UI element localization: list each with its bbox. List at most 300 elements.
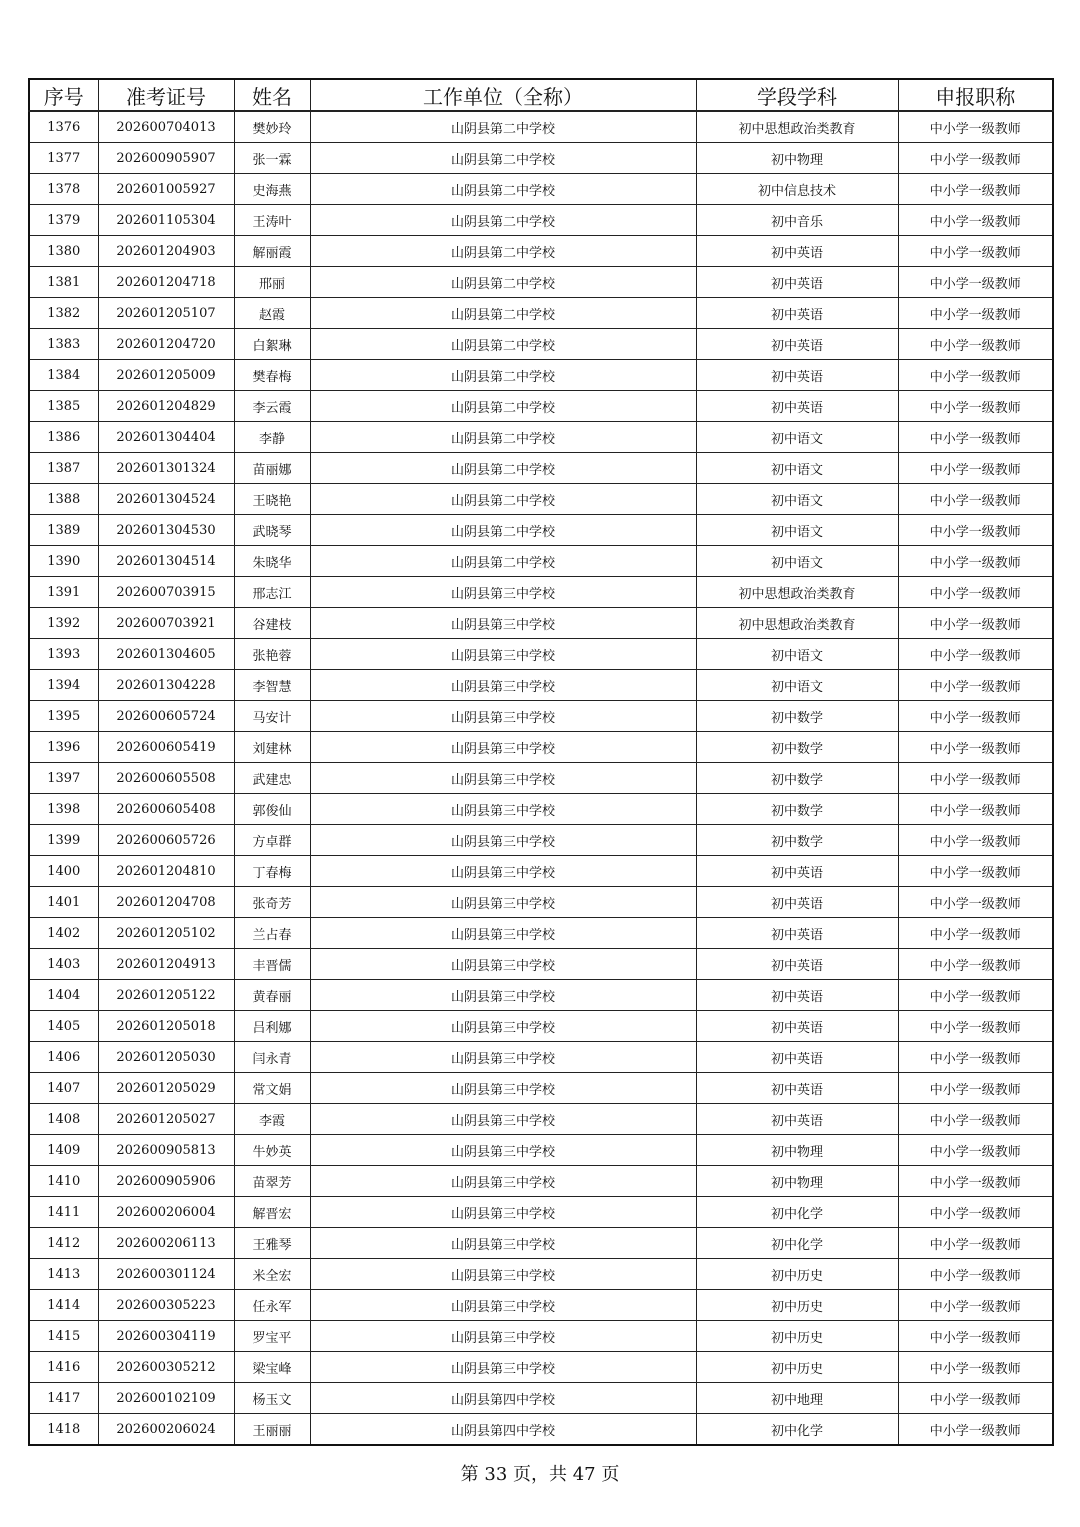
cell-workplace: 山阴县第三中学校 xyxy=(310,1321,696,1352)
cell-title: 中小学一级教师 xyxy=(898,949,1053,980)
cell-name: 解丽霞 xyxy=(234,236,310,267)
cell-serial: 1395 xyxy=(29,701,98,732)
table-row xyxy=(29,546,1053,577)
cell-name: 李霞 xyxy=(234,1104,310,1135)
cell-subject: 初中语文 xyxy=(696,453,898,484)
cell-exam-id: 202600305223 xyxy=(98,1290,234,1321)
cell-subject: 初中语文 xyxy=(696,484,898,515)
cell-exam-id: 202601204720 xyxy=(98,329,234,360)
cell-name: 马安计 xyxy=(234,701,310,732)
cell-subject: 初中思想政治类教育 xyxy=(696,577,898,608)
cell-subject: 初中英语 xyxy=(696,980,898,1011)
cell-title: 中小学一级教师 xyxy=(898,856,1053,887)
table-row xyxy=(29,1135,1053,1166)
cell-workplace: 山阴县第二中学校 xyxy=(310,205,696,236)
cell-title: 中小学一级教师 xyxy=(898,546,1053,577)
cell-subject: 初中数学 xyxy=(696,732,898,763)
cell-serial: 1384 xyxy=(29,360,98,391)
cell-title: 中小学一级教师 xyxy=(898,577,1053,608)
table-row xyxy=(29,111,1053,143)
cell-serial: 1383 xyxy=(29,329,98,360)
cell-title: 中小学一级教师 xyxy=(898,1290,1053,1321)
cell-workplace: 山阴县第三中学校 xyxy=(310,1228,696,1259)
cell-serial: 1399 xyxy=(29,825,98,856)
table-row xyxy=(29,608,1053,639)
cell-serial: 1400 xyxy=(29,856,98,887)
cell-subject: 初中数学 xyxy=(696,701,898,732)
table-row xyxy=(29,422,1053,453)
cell-title: 中小学一级教师 xyxy=(898,763,1053,794)
cell-name: 朱晓华 xyxy=(234,546,310,577)
cell-name: 米全宏 xyxy=(234,1259,310,1290)
cell-subject: 初中音乐 xyxy=(696,205,898,236)
cell-exam-id: 202601205030 xyxy=(98,1042,234,1073)
cell-exam-id: 202600605419 xyxy=(98,732,234,763)
cell-exam-id: 202600905906 xyxy=(98,1166,234,1197)
table-row xyxy=(29,453,1053,484)
cell-title: 中小学一级教师 xyxy=(898,825,1053,856)
cell-workplace: 山阴县第二中学校 xyxy=(310,422,696,453)
table-row xyxy=(29,143,1053,174)
cell-exam-id: 202600206004 xyxy=(98,1197,234,1228)
table-row xyxy=(29,701,1053,732)
cell-title: 中小学一级教师 xyxy=(898,1042,1053,1073)
cell-title: 中小学一级教师 xyxy=(898,1259,1053,1290)
cell-exam-id: 202600704013 xyxy=(98,111,234,143)
cell-title: 中小学一级教师 xyxy=(898,1321,1053,1352)
table-row xyxy=(29,360,1053,391)
table-row xyxy=(29,391,1053,422)
cell-subject: 初中地理 xyxy=(696,1383,898,1414)
cell-serial: 1418 xyxy=(29,1414,98,1446)
cell-name: 罗宝平 xyxy=(234,1321,310,1352)
cell-serial: 1411 xyxy=(29,1197,98,1228)
cell-serial: 1412 xyxy=(29,1228,98,1259)
cell-title: 中小学一级教师 xyxy=(898,1166,1053,1197)
cell-exam-id: 202601204903 xyxy=(98,236,234,267)
cell-name: 解晋宏 xyxy=(234,1197,310,1228)
cell-serial: 1378 xyxy=(29,174,98,205)
cell-subject: 初中英语 xyxy=(696,298,898,329)
cell-title: 中小学一级教师 xyxy=(898,794,1053,825)
cell-title: 中小学一级教师 xyxy=(898,918,1053,949)
cell-title: 中小学一级教师 xyxy=(898,1352,1053,1383)
cell-workplace: 山阴县第二中学校 xyxy=(310,329,696,360)
cell-subject: 初中英语 xyxy=(696,887,898,918)
cell-workplace: 山阴县第三中学校 xyxy=(310,670,696,701)
cell-serial: 1414 xyxy=(29,1290,98,1321)
cell-workplace: 山阴县第二中学校 xyxy=(310,391,696,422)
table-row xyxy=(29,1321,1053,1352)
cell-workplace: 山阴县第二中学校 xyxy=(310,360,696,391)
cell-exam-id: 202600206113 xyxy=(98,1228,234,1259)
cell-name: 白絮琳 xyxy=(234,329,310,360)
cell-name: 邢丽 xyxy=(234,267,310,298)
table-row xyxy=(29,732,1053,763)
table-row xyxy=(29,1011,1053,1042)
cell-name: 丁春梅 xyxy=(234,856,310,887)
cell-name: 张奇芳 xyxy=(234,887,310,918)
table-row xyxy=(29,484,1053,515)
cell-title: 中小学一级教师 xyxy=(898,111,1053,143)
cell-exam-id: 202600703915 xyxy=(98,577,234,608)
table-row xyxy=(29,980,1053,1011)
cell-serial: 1377 xyxy=(29,143,98,174)
table-row xyxy=(29,763,1053,794)
cell-workplace: 山阴县第二中学校 xyxy=(310,236,696,267)
cell-title: 中小学一级教师 xyxy=(898,453,1053,484)
cell-workplace: 山阴县第二中学校 xyxy=(310,515,696,546)
cell-exam-id: 202601205029 xyxy=(98,1073,234,1104)
cell-name: 牛妙英 xyxy=(234,1135,310,1166)
cell-workplace: 山阴县第三中学校 xyxy=(310,577,696,608)
cell-name: 李静 xyxy=(234,422,310,453)
header-subject: 学段学科 xyxy=(696,79,898,111)
cell-workplace: 山阴县第三中学校 xyxy=(310,1135,696,1166)
cell-serial: 1389 xyxy=(29,515,98,546)
cell-name: 邢志江 xyxy=(234,577,310,608)
cell-serial: 1409 xyxy=(29,1135,98,1166)
cell-serial: 1416 xyxy=(29,1352,98,1383)
cell-name: 任永军 xyxy=(234,1290,310,1321)
cell-exam-id: 202600905907 xyxy=(98,143,234,174)
table-row xyxy=(29,794,1053,825)
table-row xyxy=(29,267,1053,298)
cell-title: 中小学一级教师 xyxy=(898,391,1053,422)
cell-serial: 1413 xyxy=(29,1259,98,1290)
cell-name: 李智慧 xyxy=(234,670,310,701)
cell-serial: 1417 xyxy=(29,1383,98,1414)
roster-table-container xyxy=(28,78,1052,1446)
cell-subject: 初中信息技术 xyxy=(696,174,898,205)
cell-subject: 初中英语 xyxy=(696,391,898,422)
cell-title: 中小学一级教师 xyxy=(898,360,1053,391)
cell-workplace: 山阴县第三中学校 xyxy=(310,732,696,763)
cell-serial: 1408 xyxy=(29,1104,98,1135)
cell-workplace: 山阴县第三中学校 xyxy=(310,1166,696,1197)
cell-title: 中小学一级教师 xyxy=(898,143,1053,174)
cell-serial: 1396 xyxy=(29,732,98,763)
table-row xyxy=(29,174,1053,205)
cell-exam-id: 202601204913 xyxy=(98,949,234,980)
cell-name: 梁宝峰 xyxy=(234,1352,310,1383)
cell-exam-id: 202601304404 xyxy=(98,422,234,453)
cell-exam-id: 202600905813 xyxy=(98,1135,234,1166)
cell-exam-id: 202601205027 xyxy=(98,1104,234,1135)
cell-subject: 初中数学 xyxy=(696,794,898,825)
cell-exam-id: 202601204708 xyxy=(98,887,234,918)
cell-serial: 1415 xyxy=(29,1321,98,1352)
cell-exam-id: 202601304530 xyxy=(98,515,234,546)
cell-name: 苗翠芳 xyxy=(234,1166,310,1197)
cell-workplace: 山阴县第三中学校 xyxy=(310,1104,696,1135)
cell-workplace: 山阴县第三中学校 xyxy=(310,608,696,639)
cell-workplace: 山阴县第四中学校 xyxy=(310,1414,696,1446)
cell-workplace: 山阴县第三中学校 xyxy=(310,918,696,949)
cell-exam-id: 202601205107 xyxy=(98,298,234,329)
cell-name: 方卓群 xyxy=(234,825,310,856)
table-row xyxy=(29,1383,1053,1414)
cell-exam-id: 202600301124 xyxy=(98,1259,234,1290)
table-row xyxy=(29,887,1053,918)
cell-workplace: 山阴县第三中学校 xyxy=(310,639,696,670)
cell-workplace: 山阴县第三中学校 xyxy=(310,794,696,825)
cell-workplace: 山阴县第三中学校 xyxy=(310,1011,696,1042)
cell-name: 王雅琴 xyxy=(234,1228,310,1259)
cell-serial: 1393 xyxy=(29,639,98,670)
cell-workplace: 山阴县第二中学校 xyxy=(310,143,696,174)
cell-exam-id: 202601005927 xyxy=(98,174,234,205)
cell-serial: 1386 xyxy=(29,422,98,453)
cell-exam-id: 202600703921 xyxy=(98,608,234,639)
cell-serial: 1406 xyxy=(29,1042,98,1073)
cell-title: 中小学一级教师 xyxy=(898,422,1053,453)
cell-workplace: 山阴县第三中学校 xyxy=(310,1197,696,1228)
cell-subject: 初中思想政治类教育 xyxy=(696,111,898,143)
header-exam-id: 准考证号 xyxy=(98,79,234,111)
cell-title: 中小学一级教师 xyxy=(898,1414,1053,1446)
table-row xyxy=(29,1352,1053,1383)
table-row xyxy=(29,825,1053,856)
cell-serial: 1404 xyxy=(29,980,98,1011)
cell-subject: 初中语文 xyxy=(696,515,898,546)
cell-workplace: 山阴县第四中学校 xyxy=(310,1383,696,1414)
cell-exam-id: 202600605508 xyxy=(98,763,234,794)
cell-name: 苗丽娜 xyxy=(234,453,310,484)
cell-subject: 初中化学 xyxy=(696,1197,898,1228)
cell-name: 樊妙玲 xyxy=(234,111,310,143)
cell-workplace: 山阴县第二中学校 xyxy=(310,546,696,577)
cell-subject: 初中物理 xyxy=(696,1135,898,1166)
table-row xyxy=(29,515,1053,546)
cell-subject: 初中历史 xyxy=(696,1321,898,1352)
cell-serial: 1391 xyxy=(29,577,98,608)
cell-exam-id: 202601204829 xyxy=(98,391,234,422)
cell-subject: 初中英语 xyxy=(696,1042,898,1073)
cell-serial: 1379 xyxy=(29,205,98,236)
cell-title: 中小学一级教师 xyxy=(898,1104,1053,1135)
table-header-row xyxy=(29,79,1053,111)
cell-name: 刘建林 xyxy=(234,732,310,763)
cell-subject: 初中历史 xyxy=(696,1352,898,1383)
table-row xyxy=(29,1290,1053,1321)
cell-name: 丰晋儒 xyxy=(234,949,310,980)
cell-serial: 1380 xyxy=(29,236,98,267)
cell-exam-id: 202600305212 xyxy=(98,1352,234,1383)
cell-name: 王晓艳 xyxy=(234,484,310,515)
cell-name: 郭俊仙 xyxy=(234,794,310,825)
table-body xyxy=(29,111,1053,1445)
cell-title: 中小学一级教师 xyxy=(898,732,1053,763)
cell-workplace: 山阴县第三中学校 xyxy=(310,1042,696,1073)
cell-subject: 初中英语 xyxy=(696,1073,898,1104)
cell-subject: 初中英语 xyxy=(696,236,898,267)
table-row xyxy=(29,639,1053,670)
table-row xyxy=(29,236,1053,267)
cell-workplace: 山阴县第三中学校 xyxy=(310,825,696,856)
cell-name: 闫永青 xyxy=(234,1042,310,1073)
cell-serial: 1376 xyxy=(29,111,98,143)
cell-exam-id: 202601204810 xyxy=(98,856,234,887)
cell-subject: 初中历史 xyxy=(696,1290,898,1321)
cell-title: 中小学一级教师 xyxy=(898,267,1053,298)
cell-workplace: 山阴县第二中学校 xyxy=(310,111,696,143)
cell-name: 张一霖 xyxy=(234,143,310,174)
cell-exam-id: 202601205018 xyxy=(98,1011,234,1042)
page-indicator: 第 33 页，共 47 页 xyxy=(460,1464,620,1485)
cell-subject: 初中英语 xyxy=(696,360,898,391)
table-row xyxy=(29,1197,1053,1228)
cell-title: 中小学一级教师 xyxy=(898,1135,1053,1166)
cell-title: 中小学一级教师 xyxy=(898,639,1053,670)
cell-subject: 初中历史 xyxy=(696,1259,898,1290)
cell-title: 中小学一级教师 xyxy=(898,515,1053,546)
cell-workplace: 山阴县第二中学校 xyxy=(310,267,696,298)
cell-title: 中小学一级教师 xyxy=(898,1073,1053,1104)
cell-name: 杨玉文 xyxy=(234,1383,310,1414)
cell-workplace: 山阴县第三中学校 xyxy=(310,949,696,980)
cell-exam-id: 202601304228 xyxy=(98,670,234,701)
cell-title: 中小学一级教师 xyxy=(898,298,1053,329)
cell-name: 常文娟 xyxy=(234,1073,310,1104)
cell-exam-id: 202601205102 xyxy=(98,918,234,949)
cell-title: 中小学一级教师 xyxy=(898,236,1053,267)
cell-subject: 初中英语 xyxy=(696,267,898,298)
table-row xyxy=(29,1259,1053,1290)
table-row xyxy=(29,1166,1053,1197)
cell-subject: 初中语文 xyxy=(696,670,898,701)
cell-exam-id: 202601304605 xyxy=(98,639,234,670)
cell-workplace: 山阴县第三中学校 xyxy=(310,763,696,794)
header-serial: 序号 xyxy=(29,79,98,111)
cell-exam-id: 202601205009 xyxy=(98,360,234,391)
cell-subject: 初中语文 xyxy=(696,546,898,577)
header-title: 申报职称 xyxy=(898,79,1053,111)
cell-title: 中小学一级教师 xyxy=(898,887,1053,918)
cell-workplace: 山阴县第二中学校 xyxy=(310,484,696,515)
cell-subject: 初中英语 xyxy=(696,918,898,949)
cell-workplace: 山阴县第二中学校 xyxy=(310,174,696,205)
table-row xyxy=(29,1104,1053,1135)
table-row xyxy=(29,298,1053,329)
table-row xyxy=(29,329,1053,360)
cell-title: 中小学一级教师 xyxy=(898,980,1053,1011)
cell-name: 赵霞 xyxy=(234,298,310,329)
cell-serial: 1381 xyxy=(29,267,98,298)
cell-title: 中小学一级教师 xyxy=(898,608,1053,639)
cell-exam-id: 202600304119 xyxy=(98,1321,234,1352)
cell-subject: 初中语文 xyxy=(696,639,898,670)
cell-serial: 1407 xyxy=(29,1073,98,1104)
table-row xyxy=(29,856,1053,887)
cell-subject: 初中英语 xyxy=(696,949,898,980)
cell-subject: 初中思想政治类教育 xyxy=(696,608,898,639)
cell-name: 黄春丽 xyxy=(234,980,310,1011)
cell-subject: 初中英语 xyxy=(696,856,898,887)
cell-serial: 1397 xyxy=(29,763,98,794)
cell-subject: 初中数学 xyxy=(696,825,898,856)
cell-serial: 1398 xyxy=(29,794,98,825)
roster-table xyxy=(28,78,1054,1446)
table-row xyxy=(29,1042,1053,1073)
cell-subject: 初中物理 xyxy=(696,1166,898,1197)
table-row xyxy=(29,577,1053,608)
cell-name: 吕利娜 xyxy=(234,1011,310,1042)
cell-title: 中小学一级教师 xyxy=(898,205,1053,236)
table-row xyxy=(29,949,1053,980)
cell-name: 武建忠 xyxy=(234,763,310,794)
cell-exam-id: 202601105304 xyxy=(98,205,234,236)
cell-subject: 初中数学 xyxy=(696,763,898,794)
cell-name: 兰占春 xyxy=(234,918,310,949)
cell-subject: 初中英语 xyxy=(696,1011,898,1042)
cell-workplace: 山阴县第三中学校 xyxy=(310,887,696,918)
cell-serial: 1385 xyxy=(29,391,98,422)
cell-serial: 1405 xyxy=(29,1011,98,1042)
header-name: 姓名 xyxy=(234,79,310,111)
cell-name: 王丽丽 xyxy=(234,1414,310,1446)
table-row xyxy=(29,205,1053,236)
table-row xyxy=(29,1228,1053,1259)
table-row xyxy=(29,918,1053,949)
cell-subject: 初中英语 xyxy=(696,1104,898,1135)
cell-subject: 初中语文 xyxy=(696,422,898,453)
cell-workplace: 山阴县第三中学校 xyxy=(310,856,696,887)
cell-serial: 1401 xyxy=(29,887,98,918)
cell-workplace: 山阴县第三中学校 xyxy=(310,1290,696,1321)
cell-exam-id: 202600605724 xyxy=(98,701,234,732)
cell-subject: 初中化学 xyxy=(696,1414,898,1446)
cell-name: 谷建枝 xyxy=(234,608,310,639)
cell-title: 中小学一级教师 xyxy=(898,484,1053,515)
cell-exam-id: 202601205122 xyxy=(98,980,234,1011)
cell-exam-id: 202600605726 xyxy=(98,825,234,856)
cell-workplace: 山阴县第二中学校 xyxy=(310,453,696,484)
cell-name: 王涛叶 xyxy=(234,205,310,236)
cell-serial: 1388 xyxy=(29,484,98,515)
cell-serial: 1394 xyxy=(29,670,98,701)
cell-subject: 初中化学 xyxy=(696,1228,898,1259)
cell-exam-id: 202601304524 xyxy=(98,484,234,515)
cell-exam-id: 202601304514 xyxy=(98,546,234,577)
cell-exam-id: 202601204718 xyxy=(98,267,234,298)
cell-workplace: 山阴县第三中学校 xyxy=(310,701,696,732)
cell-name: 李云霞 xyxy=(234,391,310,422)
cell-workplace: 山阴县第三中学校 xyxy=(310,1259,696,1290)
header-workplace: 工作单位（全称） xyxy=(310,79,696,111)
cell-exam-id: 202600605408 xyxy=(98,794,234,825)
cell-workplace: 山阴县第三中学校 xyxy=(310,980,696,1011)
cell-serial: 1390 xyxy=(29,546,98,577)
cell-name: 武晓琴 xyxy=(234,515,310,546)
cell-title: 中小学一级教师 xyxy=(898,1383,1053,1414)
cell-name: 张艳蓉 xyxy=(234,639,310,670)
cell-serial: 1402 xyxy=(29,918,98,949)
table-row xyxy=(29,1414,1053,1446)
cell-title: 中小学一级教师 xyxy=(898,174,1053,205)
cell-name: 樊春梅 xyxy=(234,360,310,391)
cell-title: 中小学一级教师 xyxy=(898,1228,1053,1259)
cell-exam-id: 202600102109 xyxy=(98,1383,234,1414)
cell-subject: 初中英语 xyxy=(696,329,898,360)
table-row xyxy=(29,670,1053,701)
cell-title: 中小学一级教师 xyxy=(898,329,1053,360)
cell-exam-id: 202600206024 xyxy=(98,1414,234,1446)
table-row xyxy=(29,1073,1053,1104)
cell-serial: 1410 xyxy=(29,1166,98,1197)
cell-workplace: 山阴县第三中学校 xyxy=(310,1352,696,1383)
cell-workplace: 山阴县第三中学校 xyxy=(310,1073,696,1104)
